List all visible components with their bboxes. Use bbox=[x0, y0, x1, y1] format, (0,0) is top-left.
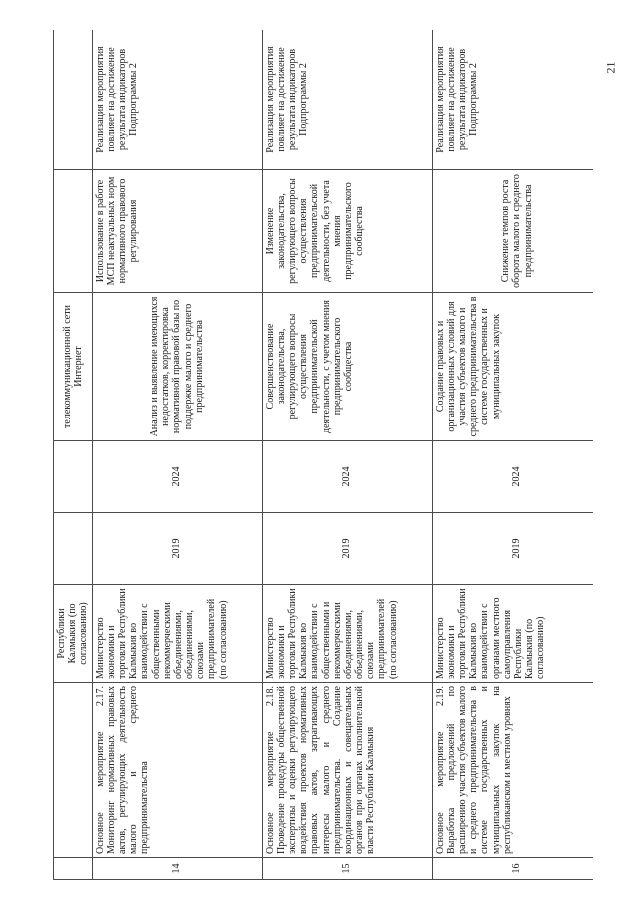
expected-result: Совершенствование законодательства, регулирующего вопросы осуществления предпринимательской деятельности, с учетом мнения предпринимательского сообщества bbox=[262, 293, 432, 441]
executor: Министерство экономики и торговли Республики Калмыкия во взаимодействии с общественными и некоммерческими объединениями, объединениями, союзами предпринимателей (по согласованию) bbox=[262, 585, 432, 683]
end-year: 2024 bbox=[432, 441, 593, 513]
start-year: 2019 bbox=[262, 513, 432, 585]
start-year: 2019 bbox=[432, 513, 593, 585]
measure-name: Основное мероприятие 2.19. Выработка предложений по расширению участия субъектов малого и среднего предпринимательства в системе государственных и муниципальных закупок на республиканском и местном уровнях bbox=[432, 683, 593, 858]
start-year: 2019 bbox=[92, 513, 262, 585]
table-row bbox=[432, 30, 593, 880]
rotated-page bbox=[53, 30, 593, 880]
page-number-text: 21 bbox=[603, 61, 618, 74]
non-implementation-consequence: Снижение темпов роста оборота малого и среднего предпринимательства bbox=[432, 170, 593, 293]
row-number: 14 bbox=[92, 858, 262, 880]
continued-row bbox=[54, 30, 93, 880]
table-row bbox=[262, 30, 432, 880]
table-row bbox=[92, 30, 262, 880]
measure-name: Основное мероприятие 2.18. Проведение процедуры общественной экспертизы и оценки регулирующего воздействия проектов нормативных правовых актов, затрагивающих интересы малого и среднего предпринимательства. Создание координационных и совещательных органов при органах исполнительной власти Республики Калмыкия bbox=[262, 683, 432, 858]
cont-executor-cell: Республики Калмыкия (по согласованию) bbox=[54, 585, 93, 683]
indicator-link: Реализация мероприятия повлияет на достижение результата индикаторов Подпрограммы 2 bbox=[262, 30, 432, 170]
expected-result: Анализ и выявление имеющихся недостатков, корректировка нормативной правовой базы по поддержке малого и среднего предпринимательства bbox=[92, 293, 262, 441]
document-content bbox=[53, 30, 593, 880]
cont-consequence-cell bbox=[54, 170, 93, 293]
row-number: 15 bbox=[262, 858, 432, 880]
non-implementation-consequence: Изменение законодательства, регулирующего вопросы осуществления предпринимательской деятельности, без учета мнения предпринимательского сообщества bbox=[262, 170, 432, 293]
cont-measure-cell bbox=[54, 683, 93, 858]
executor: Министерство экономики и торговли Республики Калмыкия во взаимодействии с органами местного самоуправления Республики Калмыкия (по согласованию) bbox=[432, 585, 593, 683]
executor: Министерство экономики и торговли Республики Калмыкия во взаимодействии с общественными некоммерческими объединениями, объединениями, союзами предпринимателей (по согласованию) bbox=[92, 585, 262, 683]
end-year: 2024 bbox=[262, 441, 432, 513]
indicator-link: Реализация мероприятия повлияет на достижение результата индикаторов Подпрограммы 2 bbox=[432, 30, 593, 170]
non-implementation-consequence: Использование в работе МСП неактуальных норм нормативного правового регулирования bbox=[92, 170, 262, 293]
measure-name: Основное мероприятие 2.17. Мониторинг нормативных правовых актов, регулирующих деятельность малого и среднего предпринимательства bbox=[92, 683, 262, 858]
expected-result: Создание правовых и организационных условий для участия субъектов малого и среднего предпринимательства в системе государственных и муниципальных закупок bbox=[432, 293, 593, 441]
cont-result-cell: телекоммуникационной сети Интернет bbox=[54, 293, 93, 441]
page-number bbox=[604, 60, 618, 100]
cont-end-cell bbox=[54, 441, 93, 513]
cont-link-cell bbox=[54, 30, 93, 170]
measures-table bbox=[53, 30, 593, 880]
row-number: 16 bbox=[432, 858, 593, 880]
cont-num-cell bbox=[54, 858, 93, 880]
cont-start-cell bbox=[54, 513, 93, 585]
end-year: 2024 bbox=[92, 441, 262, 513]
indicator-link: Реализация мероприятия повлияет на достижение результата индикаторов Подпрограммы 2 bbox=[92, 30, 262, 170]
